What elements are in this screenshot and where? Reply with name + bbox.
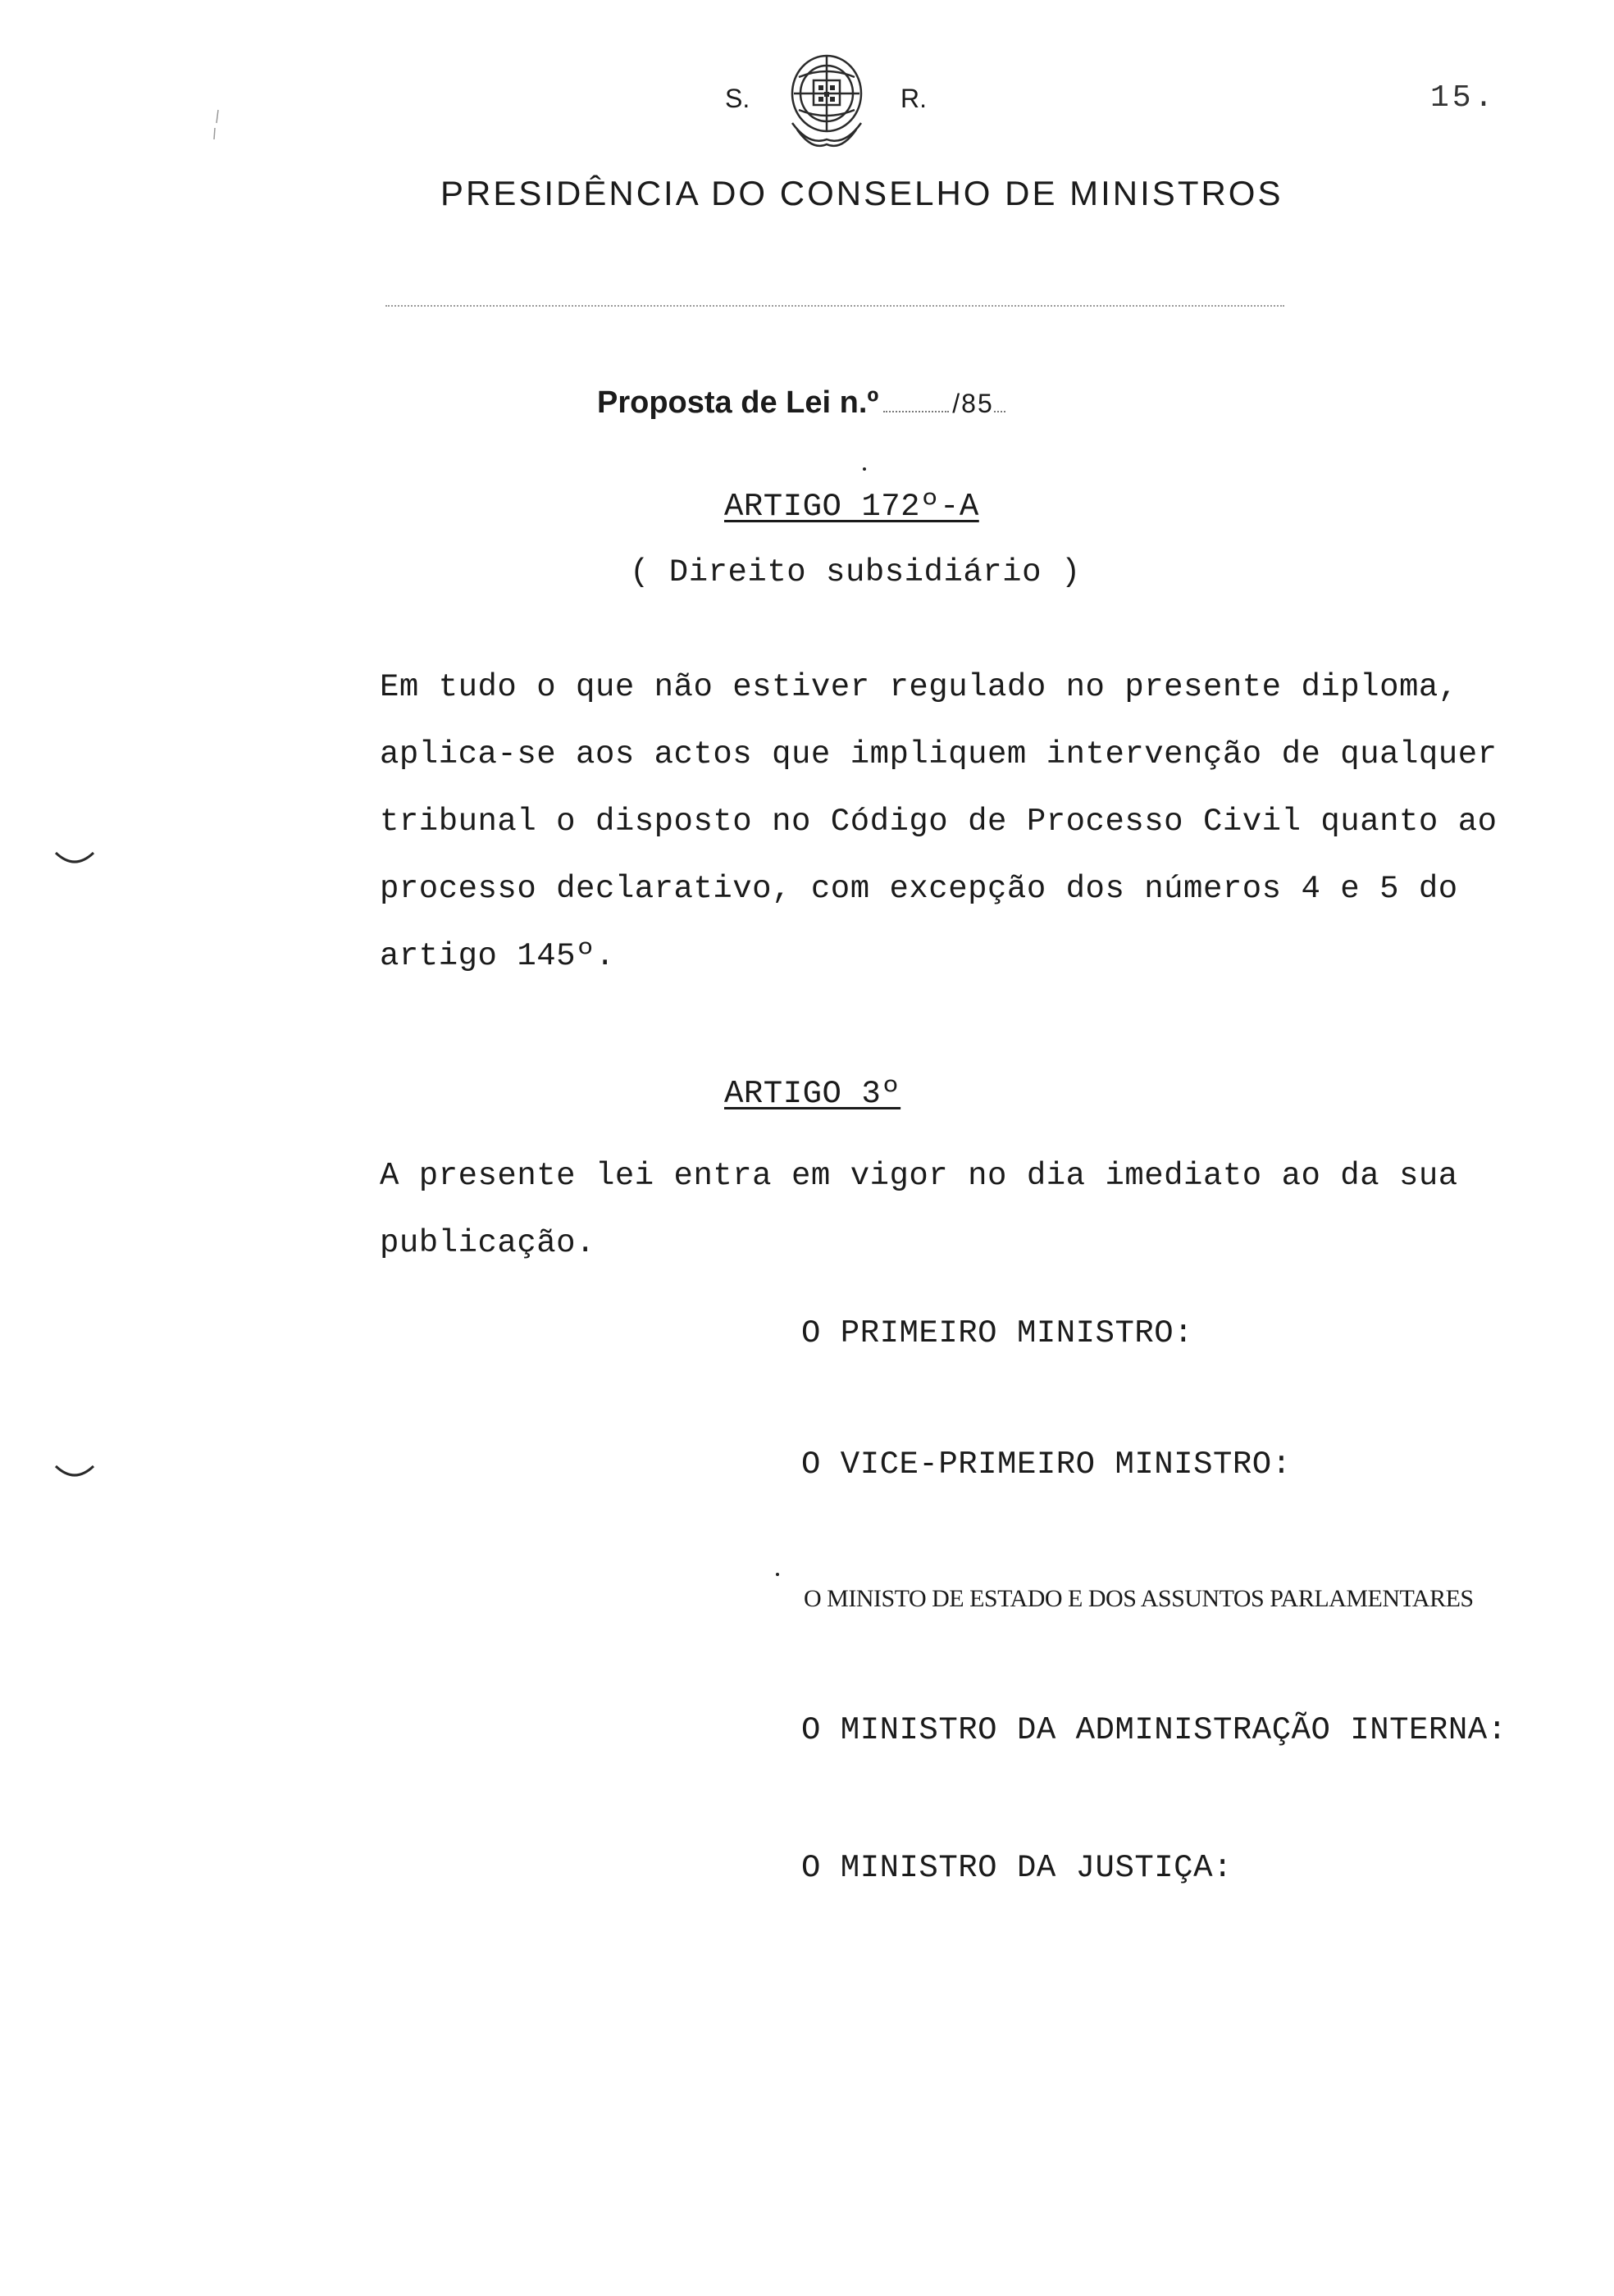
article-subtitle: ( Direito subsidiário ) [630,554,1081,590]
letterhead-divider [385,305,1284,307]
article-title: ARTIGO 172º-A [724,489,979,525]
ink-speck [776,1573,779,1576]
page-number: 15. [1430,80,1497,116]
letterhead-left-letter: S. [725,84,750,113]
paragraph-line: publicação. [380,1225,595,1261]
signatory-line: O PRIMEIRO MINISTRO: [801,1315,1194,1351]
signatory-line: O VICE-PRIMEIRO MINISTRO: [801,1446,1292,1483]
paragraph-line: artigo 145º. [380,938,615,974]
paragraph-line: processo declarativo, com excepção dos números 4 e 5 do [380,871,1458,907]
margin-tick-icon [212,108,221,141]
article-title: ARTIGO 3º [724,1076,901,1112]
signatory-line: O MINISTRO DA ADMINISTRAÇÃO INTERNA: [801,1712,1507,1748]
proposal-line [597,385,1005,421]
proposal-number-trailing-dots [994,411,1005,412]
punch-hole-mark-icon [52,850,97,869]
paragraph-line: tribunal o disposto no Código de Processo Civil quanto ao [380,804,1498,840]
letterhead-title: PRESIDÊNCIA DO CONSELHO DE MINISTROS [440,174,1283,212]
letterhead-right-letter: R. [900,84,927,113]
paragraph-line: A presente lei entra em vigor no dia imediato ao da sua [380,1158,1458,1194]
signatory-line: O MINISTRO DA JUSTIÇA: [801,1850,1233,1886]
paragraph-line: aplica-se aos actos que impliquem intervenção de qualquer [380,736,1498,772]
ink-speck [863,467,866,471]
signatory-line: O MINISTO DE ESTADO E DOS ASSUNTOS PARLAMENTARES [804,1585,1474,1612]
punch-hole-mark-icon [52,1463,97,1483]
proposal-number-blank [883,411,949,412]
paragraph-line: Em tudo o que não estiver regulado no presente diploma, [380,669,1458,705]
proposal-number: /85 [952,389,994,418]
republic-seal-icon [776,48,878,154]
proposal-label: Proposta de Lei n.º [597,385,879,420]
